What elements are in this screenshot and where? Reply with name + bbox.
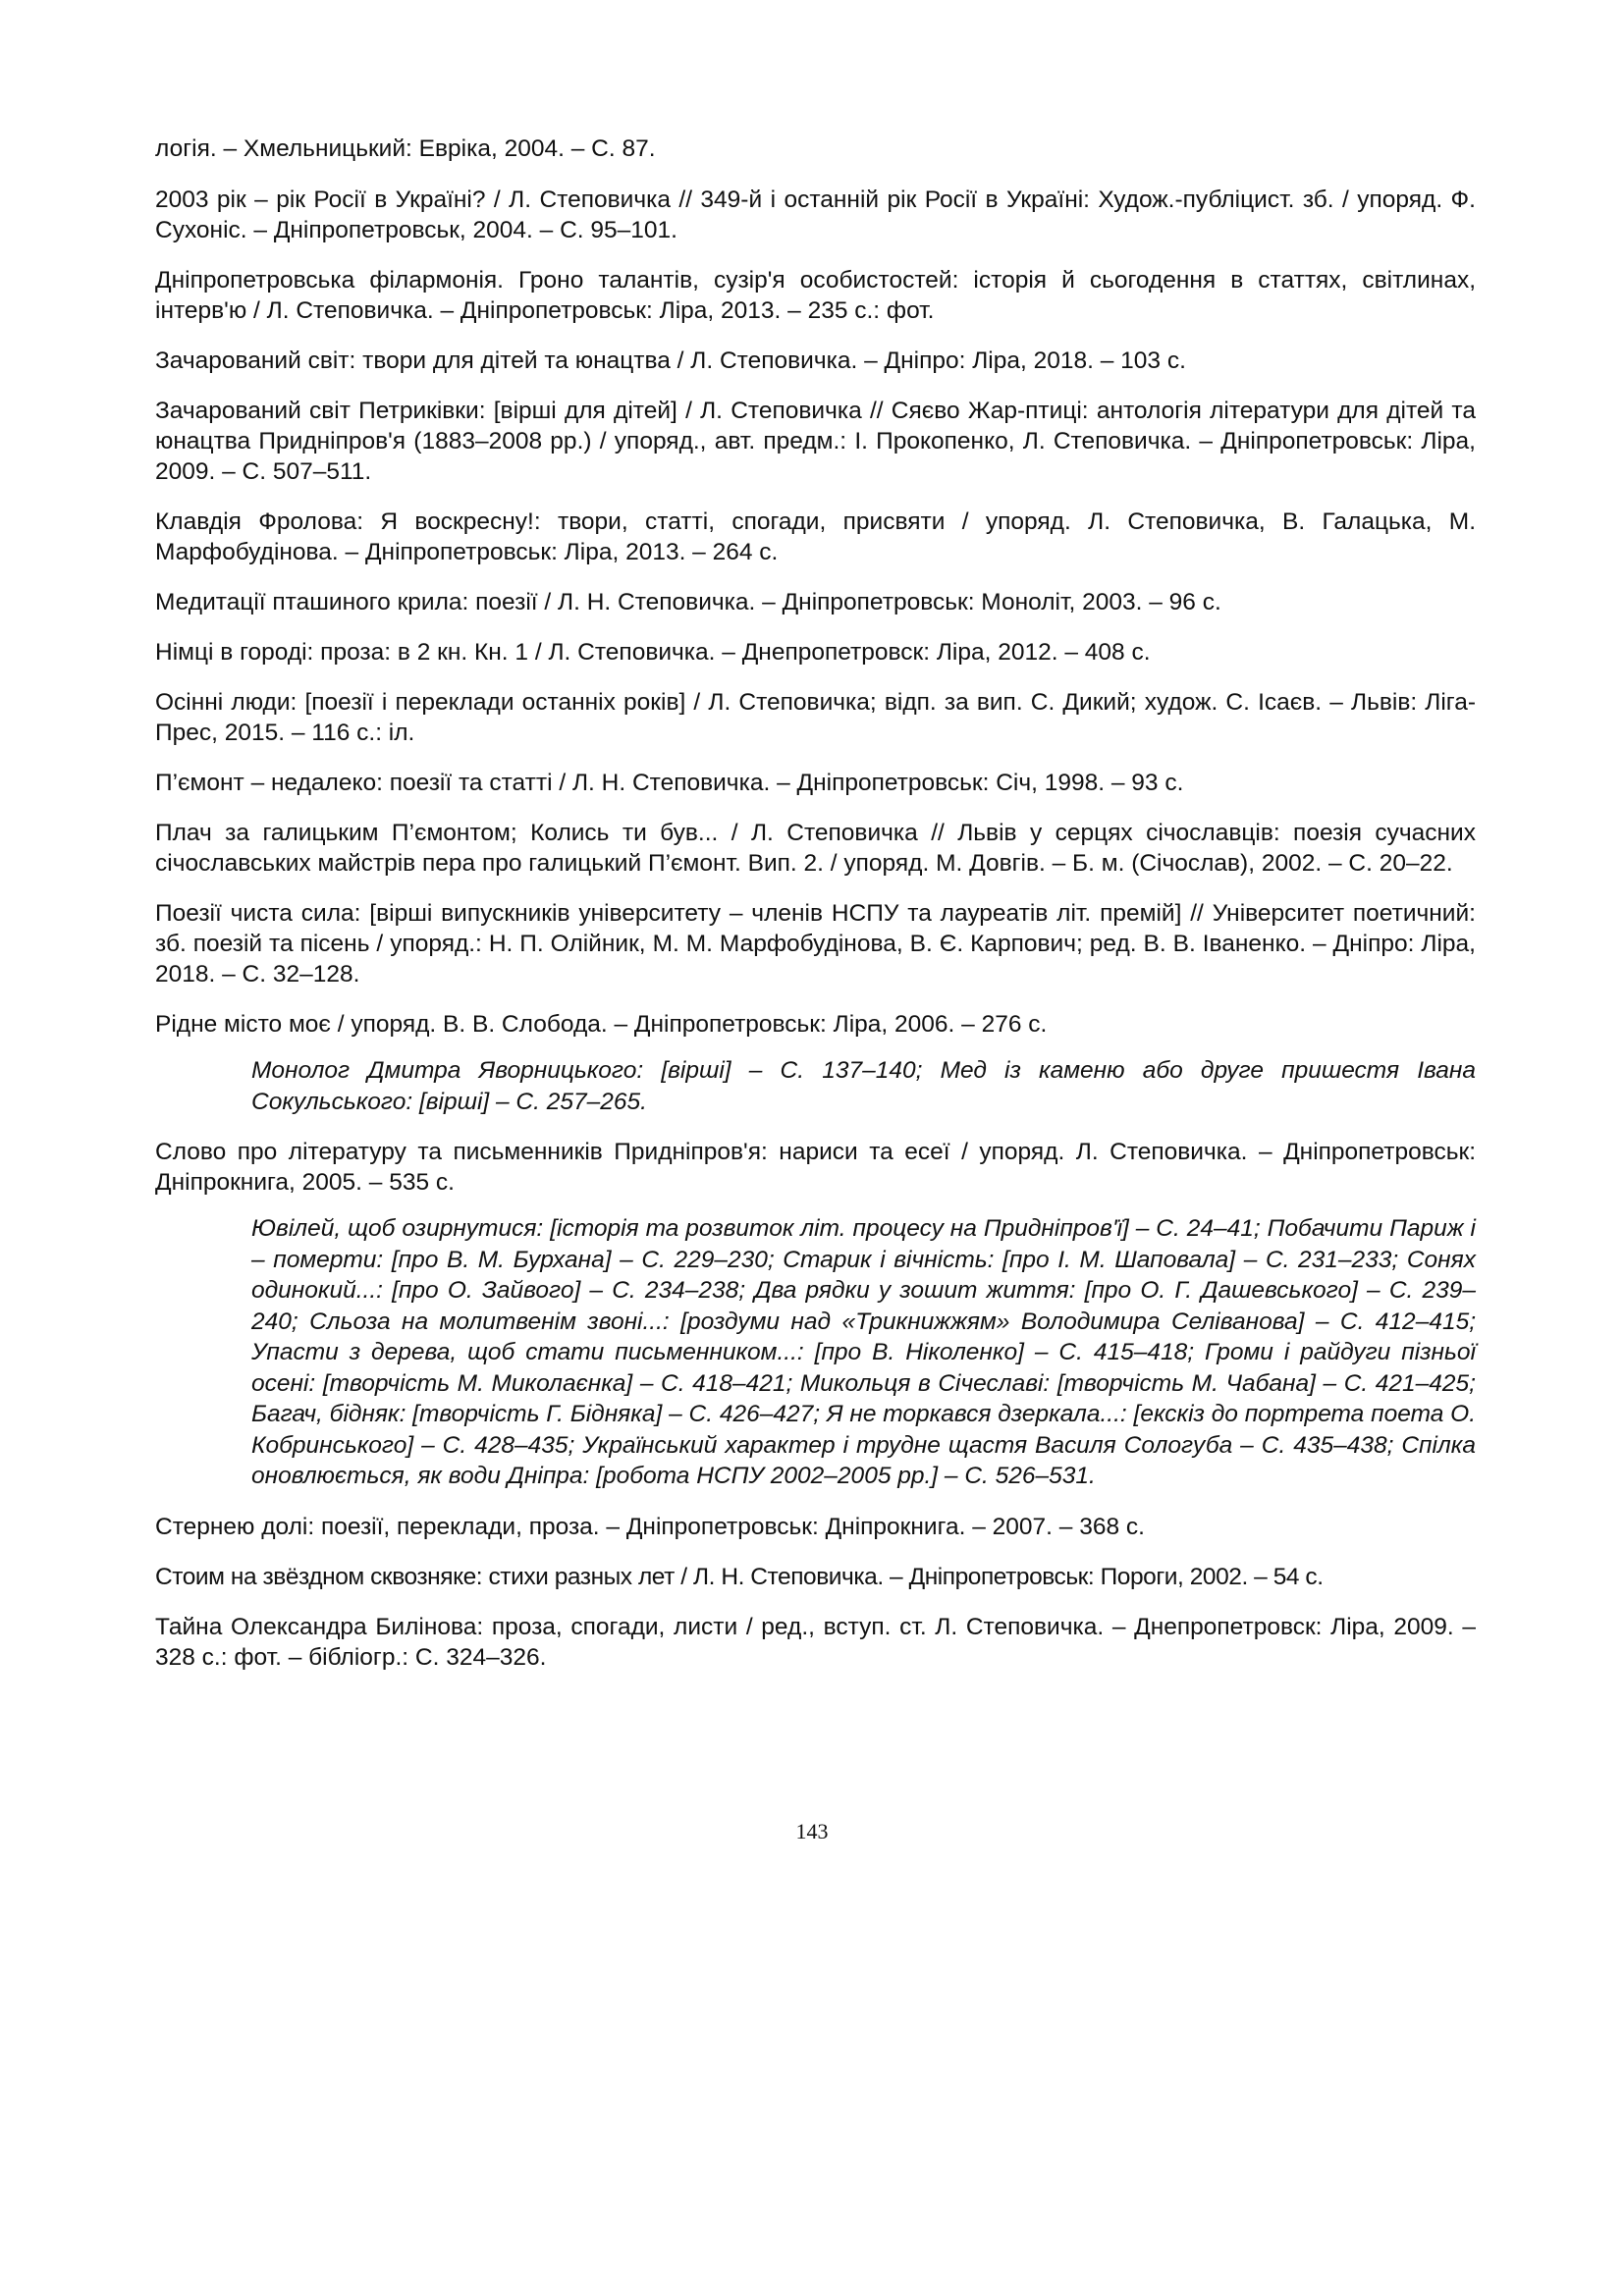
bibliography-entry: Поезії чиста сила: [вірші випускників університету – членів НСПУ та лауреатів літ. премій] // Університет поетичний: зб. поезій та пісень / упоряд.: Н. П. Олійник, М. М. Марфобудінова, В. Є. Карпович; ред. В. В. Іваненко. – Дніпро: Ліра, 2018. – С. 32–128. xyxy=(155,900,1476,988)
bibliography-entry: Слово про літературу та письменників Придніпров'я: нариси та есеї / упоряд. Л. Степовичка. – Дніпропетровськ: Дніпрокнига, 2005. – 535 с. xyxy=(155,1139,1476,1196)
bibliography-entry: Клавдія Фролова: Я воскресну!: твори, статті, спогади, присвяти / упоряд. Л. Степовичка, В. Галацька, М. Марфобудінова. – Дніпропетровськ: Ліра, 2013. – 264 с. xyxy=(155,508,1476,565)
contents-annotation: Ювілей, щоб озирнутися: [історія та розвиток літ. процесу на Придніпров'ї] – С. 24–41; Побачити Париж і – померти: [про В. М. Бурхана] – С. 229–230; Старик і вічність: [про І. М. Шаповала] – С. 231–233; Сонях одинокий...: [про О. Зайвого] – С. 234–238; Два рядки у зошит життя: [про О. Г. Дашевського] – С. 239–240; Сльоза на молитвенім звоні...: [роздуми над «Трикнижжям» Володимира Селіванова] – С. 412–415; Упасти з дерева, щоб стати письменником...: [про В. Ніколенко] – С. 415–418; Громи і райдуги пізньої осені: [творчість М. Миколаєнка] – С. 418–421; Микольця в Січеславі: [творчість М. Чабана] – С. 421–425; Багач, бідняк: [творчість Г. Бідняка] – С. 426–427; Я не торкався дзеркала...: [екскіз до портрета поета О. Кобринського] – С. 428–435; Український характер і трудне щастя Василя Сологуба – С. 435–438; Спілка оновлюється, як води Дніпра: [робота НСПУ 2002–2005 рр.] – С. 526–531. xyxy=(251,1215,1476,1489)
bibliography-list xyxy=(155,133,1476,1692)
bibliography-entry: 2003 рік – рік Росії в Україні? / Л. Степовичка // 349-й і останній рік Росії в Україні: Худож.-публіцист. зб. / упоряд. Ф. Сухоніс. – Дніпропетровськ, 2004. – С. 95–101. xyxy=(155,187,1476,243)
bibliography-entry: Плач за галицьким П’ємонтом; Колись ти був... / Л. Степовичка // Львів у серцях січославців: поезія сучасних січославських майстрів пера про галицький П’ємонт. Вип. 2. / упоряд. М. Довгів. – Б. м. (Січослав), 2002. – С. 20–22. xyxy=(155,820,1476,877)
bibliography-entry: логія. – Хмельницький: Евріка, 2004. – С. 87. xyxy=(155,135,656,162)
bibliography-entry: Дніпропетровська філармонія. Гроно талантів, сузір'я особистостей: історія й сьогодення в статтях, світлинах, інтерв'ю / Л. Степовичка. – Дніпропетровськ: Ліра, 2013. – 235 с.: фот. xyxy=(155,267,1476,324)
page-number: 143 xyxy=(795,1819,829,1843)
bibliography-entry: Стоим на звёздном сквозняке: стихи разных лет / Л. Н. Степовичка. – Дніпропетровськ: Пороги, 2002. – 54 с. xyxy=(155,1563,1324,1590)
bibliography-entry: Рідне місто моє / упоряд. В. В. Слобода. – Дніпропетровськ: Ліра, 2006. – 276 с. xyxy=(155,1011,1048,1038)
bibliography-entry: Тайна Олександра Билінова: проза, спогади, листи / ред., вступ. ст. Л. Степовичка. – Днепропетровск: Ліра, 2009. – 328 с.: фот. – бібліогр.: С. 324–326. xyxy=(155,1613,1476,1671)
bibliography-entry: Осінні люди: [поезії і переклади останніх років] / Л. Степовичка; відп. за вип. С. Дикий; худож. С. Ісаєв. – Львів: Ліга-Прес, 2015. – 116 с.: іл. xyxy=(155,689,1476,746)
contents-annotation: Монолог Дмитра Яворницького: [вірші] – С. 137–140; Мед із каменю або друге пришестя Івана Сокульського: [вірші] – С. 257–265. xyxy=(251,1057,1476,1115)
bibliography-entry: Медитації пташиного крила: поезії / Л. Н. Степовичка. – Дніпропетровськ: Моноліт, 2003. – 96 с. xyxy=(155,589,1221,615)
bibliography-entry: Зачарований світ Петриківки: [вірші для дітей] / Л. Степовичка // Сяєво Жар-птиці: антологія літератури для дітей та юнацтва Придніпров'я (1883–2008 рр.) / упоряд., авт. предм.: І. Прокопенко, Л. Степовичка. – Дніпропетровськ: Ліра, 2009. – С. 507–511. xyxy=(155,398,1476,485)
bibliography-entry: Стернею долі: поезії, переклади, проза. – Дніпропетровськ: Дніпрокнига. – 2007. – 368 с. xyxy=(155,1513,1145,1540)
bibliography-entry: П’ємонт – недалеко: поезії та статті / Л. Н. Степовичка. – Дніпропетровськ: Січ, 1998. – 93 с. xyxy=(155,770,1184,796)
bibliography-entry: Зачарований світ: твори для дітей та юнацтва / Л. Степовичка. – Дніпро: Ліра, 2018. – 103 с. xyxy=(155,347,1186,374)
bibliography-entry: Німці в городі: проза: в 2 кн. Кн. 1 / Л. Степовичка. – Днепропетровск: Ліра, 2012. – 408 с. xyxy=(155,639,1151,666)
